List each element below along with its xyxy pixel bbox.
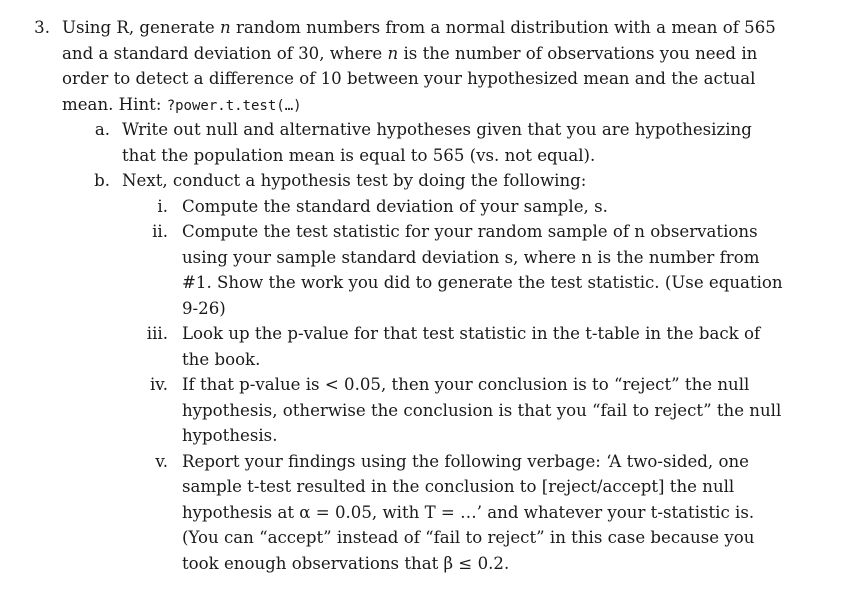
- item-iii-marker: iii.: [146, 324, 168, 343]
- item-iv-line: hypothesis.: [182, 426, 278, 445]
- variable-n: n: [219, 18, 231, 37]
- question-text: and a standard deviation of 30, where: [62, 44, 388, 63]
- variable-n: n: [387, 44, 399, 63]
- question-text: Using R, generate: [62, 18, 220, 37]
- part-b-line: Next, conduct a hypothesis test by doing the following:: [122, 171, 587, 190]
- question-text: is the number of observations you need in: [398, 44, 758, 63]
- question-text: mean. Hint:: [62, 95, 167, 114]
- item-iii-line: Look up the p-value for that test statistic in the t-table in the back of: [182, 324, 761, 343]
- item-v-marker: v.: [155, 452, 168, 471]
- item-ii-line: Compute the test statistic for your random sample of n observations: [182, 222, 758, 241]
- question-line-1: [62, 16, 776, 40]
- item-i-marker: i.: [157, 197, 168, 216]
- item-v-line: hypothesis at α = 0.05, with T = …’ and whatever your t-statistic is.: [182, 503, 755, 522]
- item-i-line: Compute the standard deviation of your sample, s.: [182, 197, 608, 216]
- part-a-line: that the population mean is equal to 565 (vs. not equal).: [122, 146, 596, 165]
- item-ii-line: 9-26): [182, 299, 226, 318]
- item-v-line: took enough observations that β ≤ 0.2.: [182, 554, 510, 573]
- part-a-line: Write out null and alternative hypotheses given that you are hypothesizing: [122, 120, 752, 139]
- question-line-3: [62, 67, 755, 91]
- item-iv-marker: iv.: [150, 375, 168, 394]
- question-line-2: [62, 42, 757, 66]
- item-v-line: sample t-test resulted in the conclusion to [reject/accept] the null: [182, 477, 735, 496]
- item-ii-line: #1. Show the work you did to generate the test statistic. (Use equation: [182, 273, 783, 292]
- question-number: 3.: [34, 18, 50, 37]
- item-ii-marker: ii.: [152, 222, 168, 241]
- question-text: order to detect a difference of 10 between your hypothesized mean and the actual: [62, 69, 756, 88]
- part-b-marker: b.: [94, 171, 110, 190]
- part-a-marker: a.: [94, 120, 110, 139]
- item-v-line: Report your findings using the following verbage: ‘A two-sided, one: [182, 452, 749, 471]
- item-iv-line: hypothesis, otherwise the conclusion is that you “fail to reject” the null: [182, 401, 782, 420]
- question-text: random numbers from a normal distribution with a mean of 565: [230, 18, 776, 37]
- question-line-4: [62, 93, 302, 118]
- item-ii-line: using your sample standard deviation s, where n is the number from: [182, 248, 760, 267]
- item-iv-line: If that p-value is < 0.05, then your conclusion is to “reject” the null: [182, 375, 750, 394]
- hint-code: ?power.t.test(…): [166, 98, 302, 114]
- item-iii-line: the book.: [182, 350, 261, 369]
- item-v-line: (You can “accept” instead of “fail to reject” in this case because you: [182, 528, 755, 547]
